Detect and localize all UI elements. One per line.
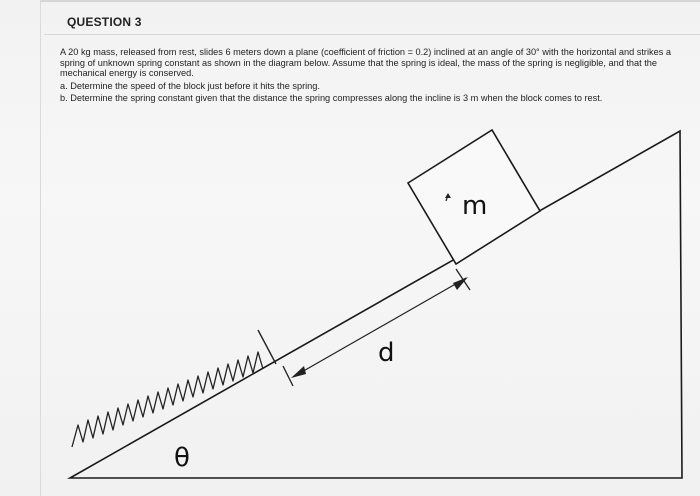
- angle-label: θ: [174, 443, 190, 473]
- mass-label: m: [462, 191, 488, 221]
- distance-tick-lower: [283, 366, 293, 386]
- question-part-a: a. Determine the speed of the block just before it hits the spring.: [60, 80, 320, 91]
- question-part-b: b. Determine the spring constant given that the distance the spring compresses along the incline is 3 m when the block comes to rest.: [60, 93, 603, 103]
- incline-triangle: [70, 131, 682, 478]
- distance-arrowhead-lower: [291, 366, 306, 378]
- distance-label: d: [378, 338, 395, 368]
- spring-coil: [72, 352, 263, 447]
- question-statement: A 20 kg mass, released from rest, slides 6 meters down a plane (coefficient of friction = 0.2) inclined at an angle of 30° with the horizontal and strikes a spring of unknown spring constant as shown in the diagram below. Assume that the spring is ideal, the mass of the spring is negligible, and that the mechanical energy is conserved.: [60, 47, 671, 78]
- question-title: QUESTION 3: [67, 15, 142, 29]
